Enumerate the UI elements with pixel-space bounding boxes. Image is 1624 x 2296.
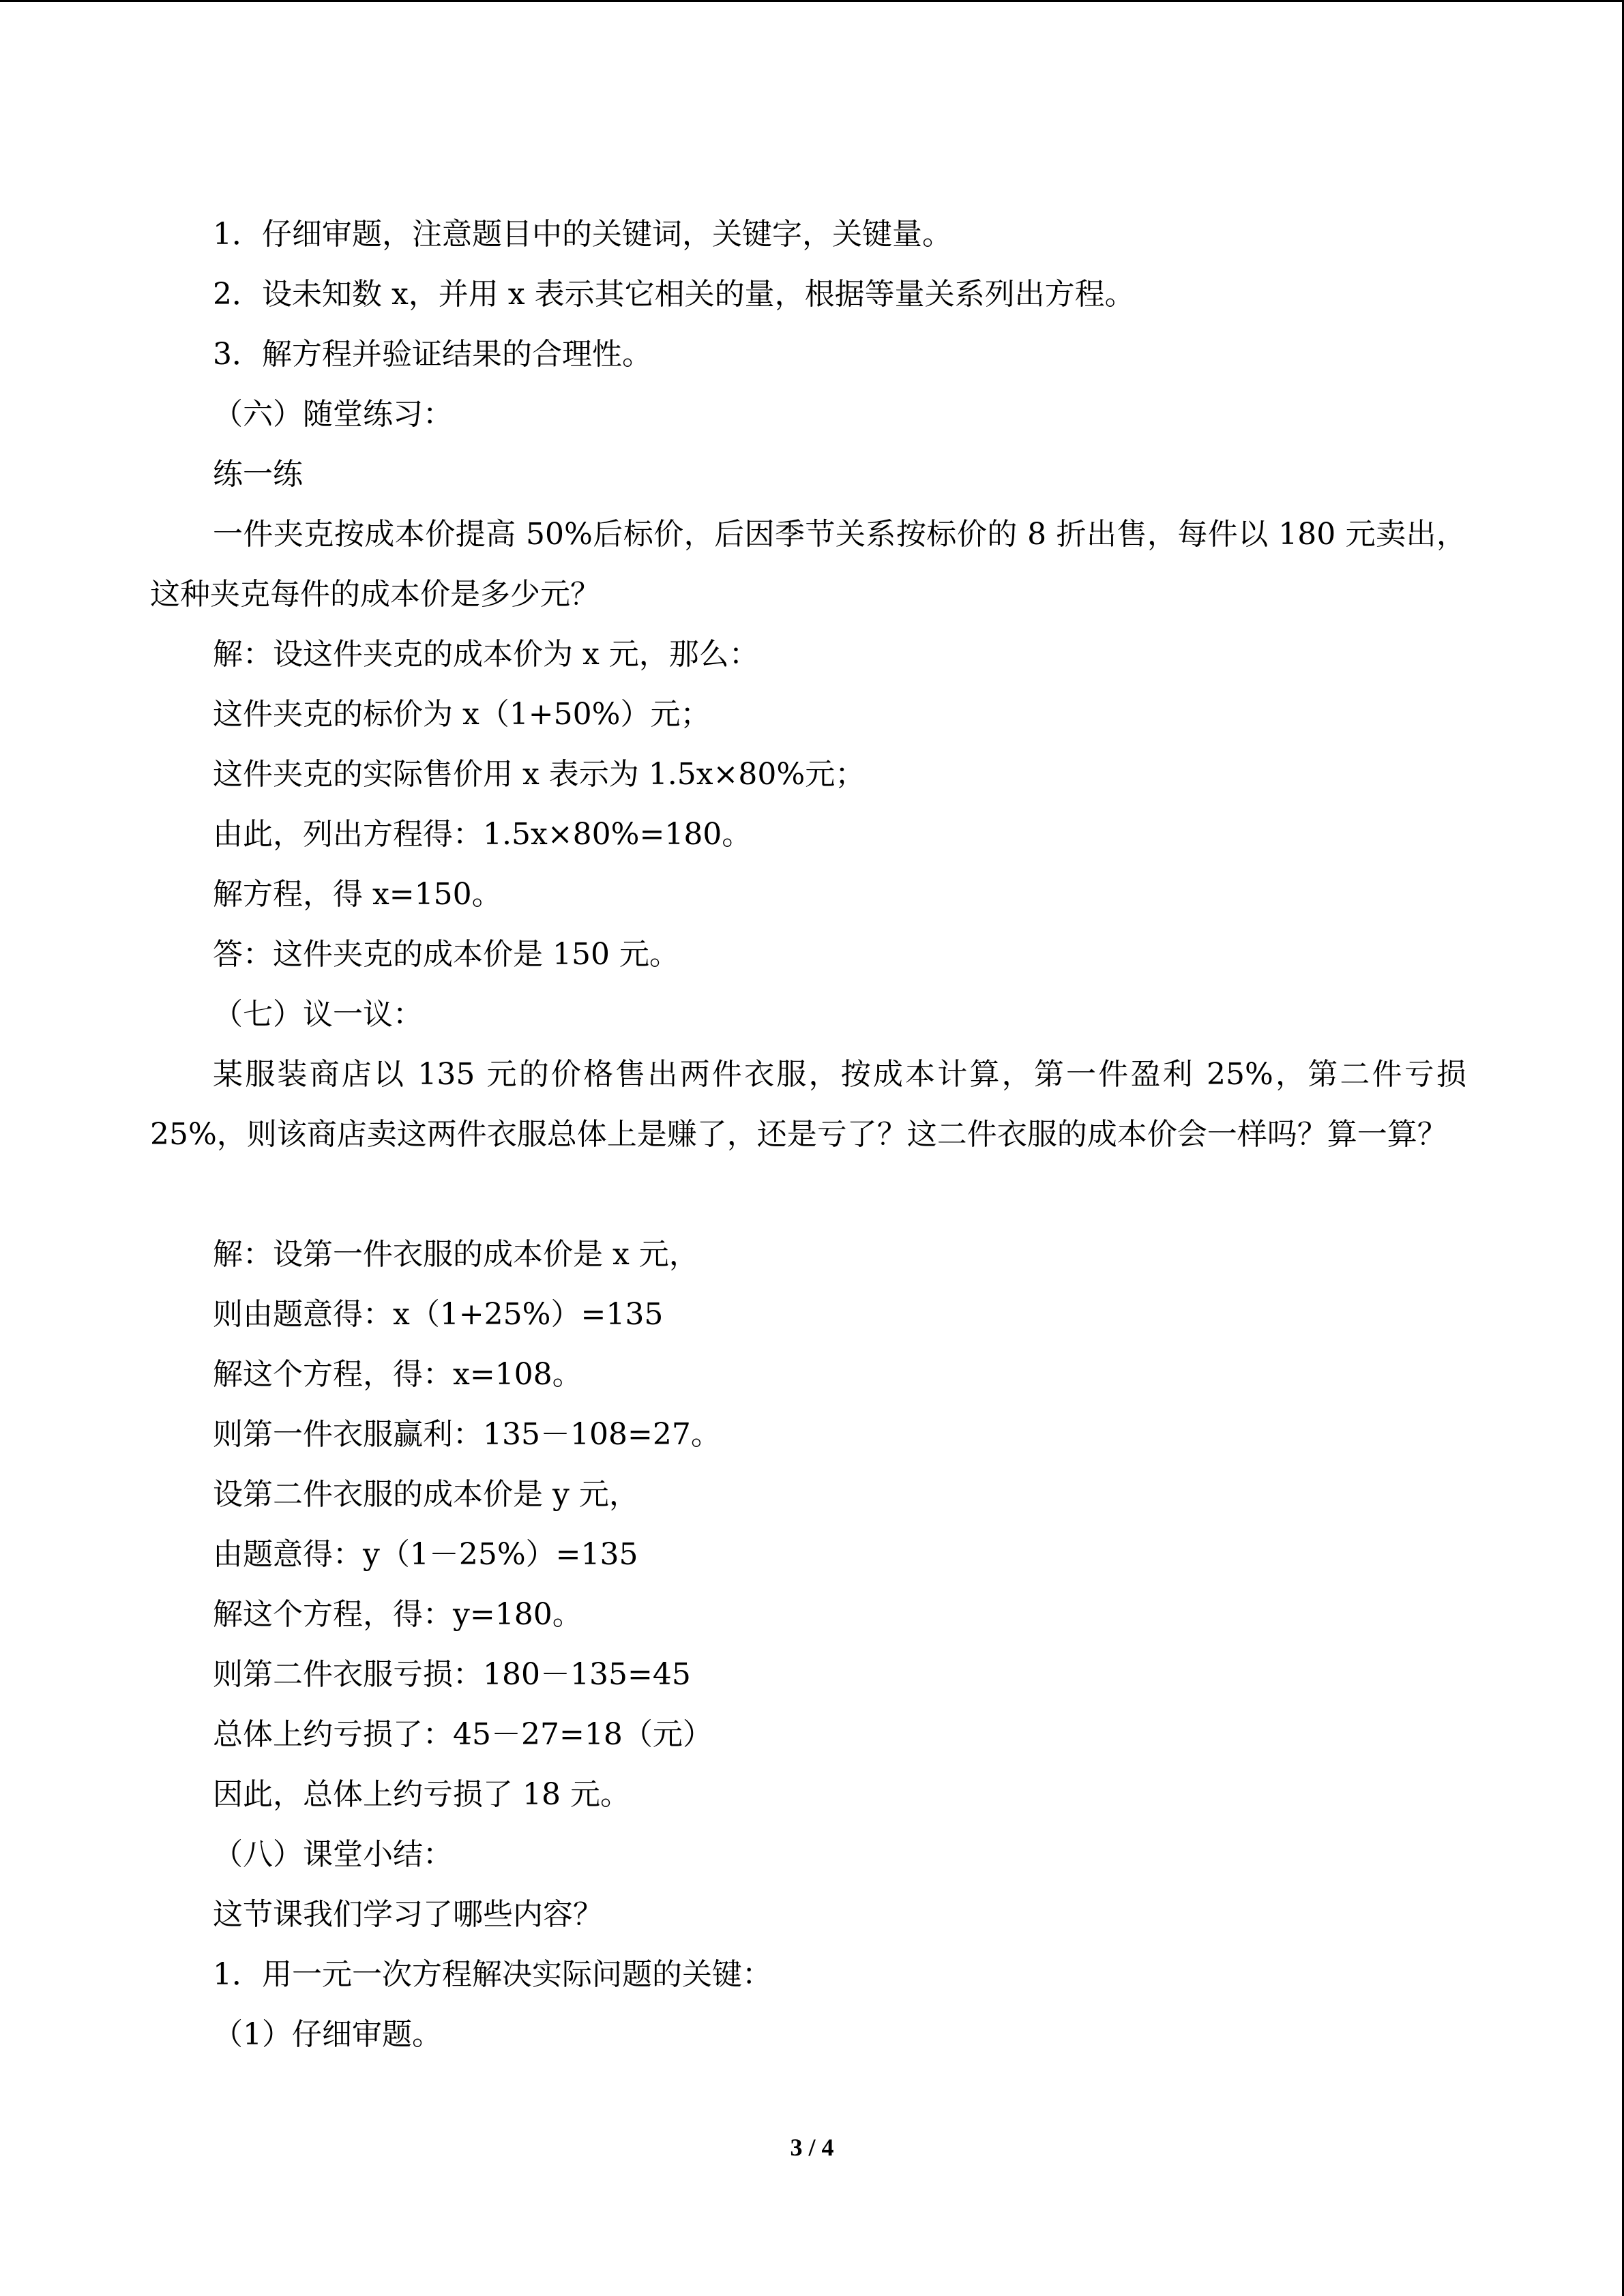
text-line: 这节课我们学习了哪些内容？ (213, 1897, 603, 1932)
solution-line: 这件夹克的标价为 x（1+50%）元； (213, 697, 711, 732)
page-number: 3 / 4 (790, 2134, 834, 2161)
solution-line: 解方程，得 x=150。 (213, 877, 502, 912)
document-body (150, 205, 1466, 2065)
section-heading: （八）课堂小结： (213, 1837, 453, 1872)
text-line: 2．设未知数 x，并用 x 表示其它相关的量，根据等量关系列出方程。 (213, 277, 1135, 312)
solution-line: 则由题意得：x（1+25%）=135 (213, 1297, 664, 1332)
solution-line: 解这个方程，得：y=180。 (213, 1597, 582, 1632)
text-line: 1．用一元一次方程解决实际问题的关键： (213, 1957, 772, 1992)
problem-paragraph: 某服装商店以 135 元的价格售出两件衣服，按成本计算，第一件盈利 25%，第二件亏损 25%，则该商店卖这两件衣服总体上是赚了，还是亏了？这二件衣服的成本价会一样吗？算一算？ (150, 1057, 1466, 1152)
section-heading: （七）议一议： (213, 997, 423, 1032)
solution-line: 解这个方程，得：x=108。 (213, 1357, 582, 1392)
text-line: 3．解方程并验证结果的合理性。 (213, 337, 652, 372)
text-line: （1）仔细审题。 (213, 2017, 442, 2052)
section-heading: （六）随堂练习： (213, 397, 453, 432)
solution-line: 设第二件衣服的成本价是 y 元， (213, 1477, 639, 1512)
solution-line: 则第二件衣服亏损：180－135=45 (213, 1657, 691, 1692)
text-line: 1．仔细审题，注意题目中的关键词，关键字，关键量。 (213, 217, 952, 252)
solution-line: 总体上约亏损了：45－27=18（元） (213, 1717, 713, 1752)
solution-line: 这件夹克的实际售价用 x 表示为 1.5x×80%元； (213, 757, 866, 792)
solution-line: 解：设这件夹克的成本价为 x 元，那么： (213, 637, 759, 672)
solution-line: 因此，总体上约亏损了 18 元。 (213, 1777, 630, 1812)
solution-line: 由题意得：y（1－25%）=135 (213, 1537, 638, 1572)
solution-line: 答：这件夹克的成本价是 150 元。 (213, 937, 679, 972)
solution-line: 解：设第一件衣服的成本价是 x 元， (213, 1237, 699, 1272)
text-line: 练一练 (213, 457, 303, 492)
solution-line: 则第一件衣服赢利：135－108=27。 (213, 1417, 721, 1452)
solution-line: 由此，列出方程得：1.5x×80%=180。 (213, 817, 752, 852)
problem-paragraph: 一件夹克按成本价提高 50%后标价，后因季节关系按标价的 8 折出售，每件以 180 元卖出，这种夹克每件的成本价是多少元？ (150, 517, 1466, 612)
